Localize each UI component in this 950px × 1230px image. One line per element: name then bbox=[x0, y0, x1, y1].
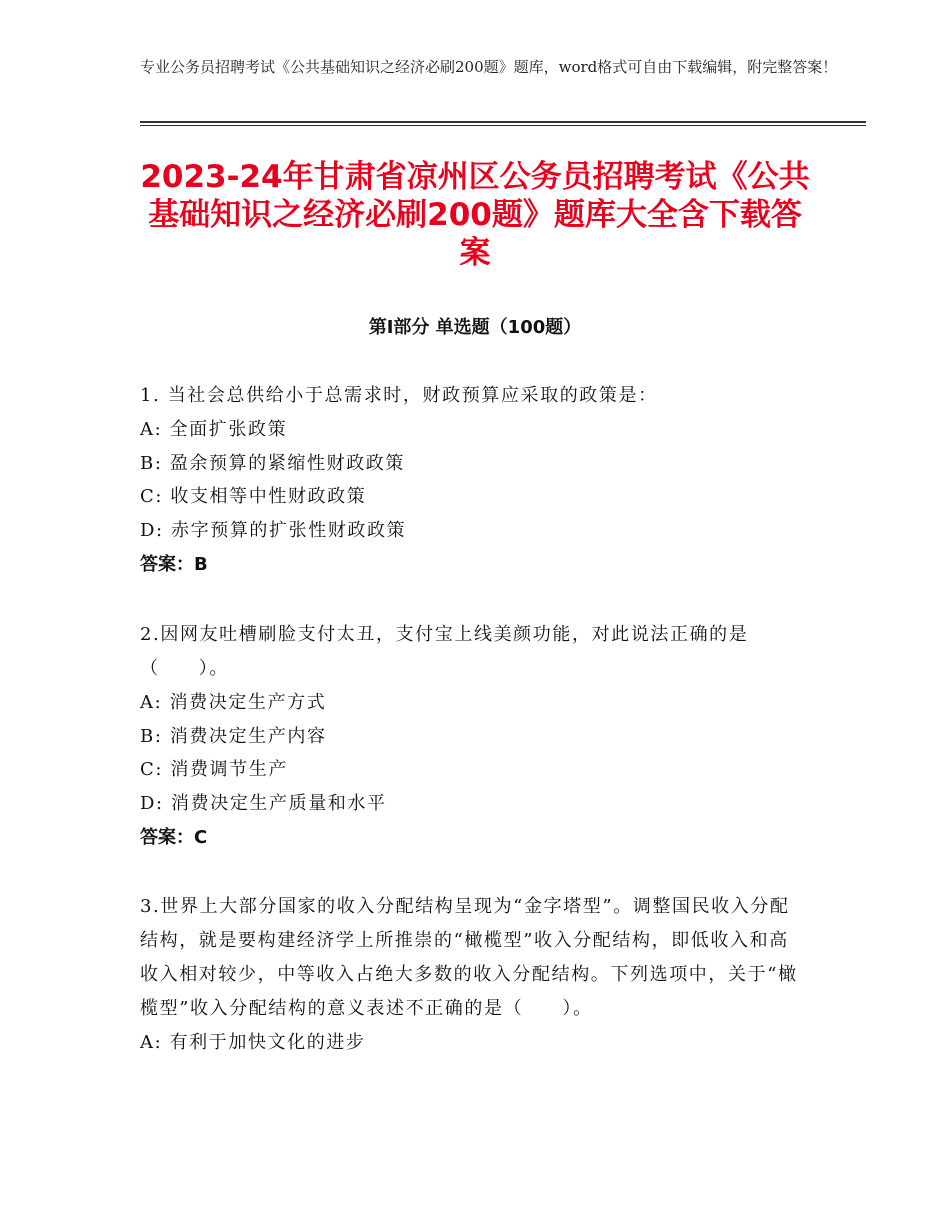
question-stem: 3.世界上大部分国家的收入分配结构呈现为“金字塔型”。调整国民收入分配结构，就是要构建经济学上所推崇的“橄榄型”收入分配结构，即低收入和高收入相对较少，中等收入占绝大多数的收入分配结构。下列选项中，关于“橄榄型”收入分配结构的意义表述不正确的是（ ）。 bbox=[140, 896, 798, 1019]
answer-line: 答案：C bbox=[140, 827, 208, 848]
header-rule-thin bbox=[140, 125, 866, 126]
header-rule-thick bbox=[140, 121, 866, 123]
section-title: 第Ⅰ部分 单选题（100题） bbox=[368, 317, 582, 338]
question-stem: 1. 当社会总供给小于总需求时，财政预算应采取的政策是： bbox=[140, 385, 658, 406]
header-note: 专业公务员招聘考试《公共基础知识之经济必刷200题》题库，word格式可自由下载编辑，附完整答案！ bbox=[140, 58, 838, 76]
answer-line: 答案：B bbox=[140, 554, 208, 575]
option-b: B: 消费决定生产内容 bbox=[140, 725, 327, 747]
option-c: C: 收支相等中性财政政策 bbox=[140, 486, 367, 507]
question-3 bbox=[140, 890, 800, 1060]
option-d: D: 赤字预算的扩张性财政政策 bbox=[140, 519, 407, 541]
option-a: A: 全面扩张政策 bbox=[140, 419, 288, 440]
option-b: B: 盈余预算的紧缩性财政政策 bbox=[140, 452, 406, 474]
option-a: A: 有利于加快文化的进步 bbox=[140, 1032, 366, 1053]
option-d: D: 消费决定生产质量和水平 bbox=[140, 792, 387, 814]
document-title: 2023-24年甘肃省凉州区公务员招聘考试《公共基础知识之经济必刷200题》题库大全含下载答案 bbox=[140, 159, 810, 271]
question-stem: 2.因网友吐槽刷脸支付太丑，支付宝上线美颜功能，对此说法正确的是（ ）。 bbox=[140, 624, 749, 679]
question-2 bbox=[140, 618, 800, 856]
option-a: A: 消费决定生产方式 bbox=[140, 692, 327, 713]
question-1 bbox=[140, 379, 800, 583]
option-c: C: 消费调节生产 bbox=[140, 759, 288, 780]
